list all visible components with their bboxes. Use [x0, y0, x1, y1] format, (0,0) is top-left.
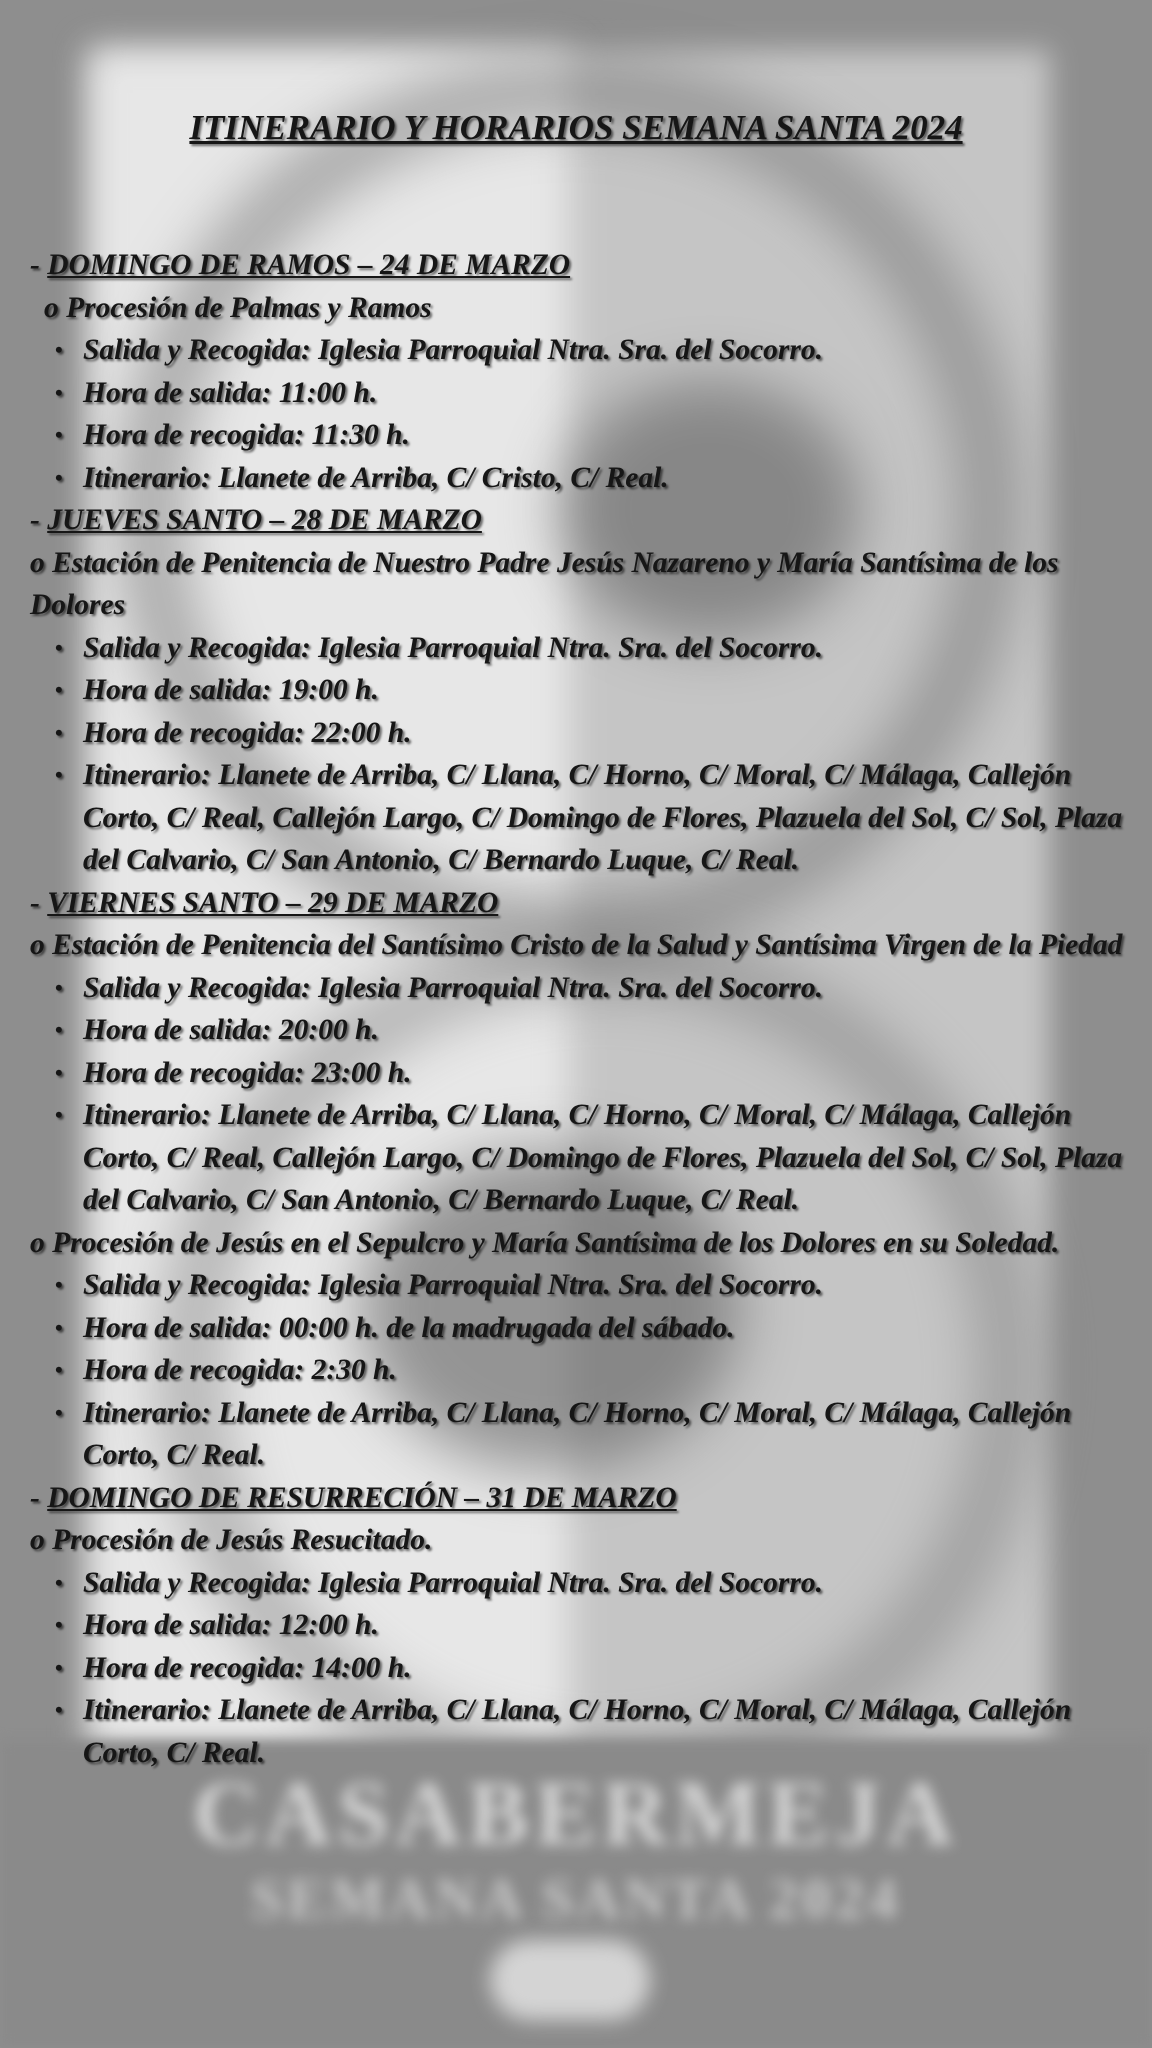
day-section — [30, 499, 1145, 882]
detail-item: • Itinerario: Llanete de Arriba, C/ Llana, C/ Horno, C/ Moral, C/ Málaga, Callejón Corto, C/ Real. — [83, 1392, 1145, 1477]
day-section — [30, 882, 1145, 1477]
detail-item: • Hora de recogida: 22:00 h. — [83, 712, 1145, 755]
detail-item: • Hora de salida: 11:00 h. — [83, 372, 1145, 415]
poster-footer-title: CASABERMEJA — [192, 1762, 960, 1864]
detail-item: • Hora de salida: 20:00 h. — [83, 1009, 1145, 1052]
day-dash: - — [30, 504, 40, 536]
procession-title: o Procesión de Jesús en el Sepulcro y María Santísima de los Dolores en su Soledad. — [30, 1226, 1060, 1259]
detail-item: • Salida y Recogida: Iglesia Parroquial Ntra. Sra. del Socorro. — [83, 627, 1145, 670]
day-heading-line — [30, 499, 1145, 542]
detail-item: • Hora de recogida: 14:00 h. — [83, 1647, 1145, 1690]
day-dash: - — [30, 249, 40, 281]
procession-title: o Procesión de Palmas y Ramos — [44, 291, 432, 324]
detail-item: • Itinerario: Llanete de Arriba, C/ Cristo, C/ Real. — [83, 457, 1145, 500]
procession-title: o Estación de Penitencia del Santísimo Cristo de la Salud y Santísima Virgen de la Piedad — [30, 929, 1123, 961]
detail-item: • Salida y Recogida: Iglesia Parroquial Ntra. Sra. del Socorro. — [83, 967, 1145, 1010]
day-section — [30, 244, 1145, 499]
day-heading: DOMINGO DE RAMOS – 24 DE MARZO — [47, 249, 571, 281]
detail-item: • Hora de salida: 00:00 h. de la madrugada del sábado. — [83, 1307, 1145, 1350]
procession-title: o Estación de Penitencia de Nuestro Padre Jesús Nazareno y María Santísima de los Dolores — [30, 546, 1059, 621]
detail-item: • Hora de salida: 12:00 h. — [83, 1604, 1145, 1647]
procession-details — [30, 329, 1145, 499]
poster-footer-logo — [490, 1940, 650, 2020]
day-dash: - — [30, 1481, 40, 1514]
page-title: ITINERARIO Y HORARIOS SEMANA SANTA 2024 — [189, 108, 963, 147]
detail-item: • Hora de recogida: 2:30 h. — [83, 1349, 1145, 1392]
day-heading-line — [30, 882, 1145, 925]
day-heading-line — [30, 244, 1145, 287]
procession-details — [30, 1562, 1145, 1775]
detail-item: • Hora de salida: 19:00 h. — [83, 669, 1145, 712]
detail-item: • Salida y Recogida: Iglesia Parroquial Ntra. Sra. del Socorro. — [83, 1562, 1145, 1605]
detail-item: • Itinerario: Llanete de Arriba, C/ Llana, C/ Horno, C/ Moral, C/ Málaga, Callejón Corto, C/ Real, Callejón Largo, C/ Domingo de Flores, Plazuela del Sol, C/ Sol, Plaza del Calvario, C/ San Antonio, C/ Bernardo Luque, C/ Real. — [83, 1094, 1145, 1222]
schedule — [30, 244, 1145, 1774]
day-heading: VIERNES SANTO – 29 DE MARZO — [47, 886, 499, 919]
detail-item: • Hora de recogida: 11:30 h. — [83, 414, 1145, 457]
procession-details — [30, 627, 1145, 882]
day-heading: DOMINGO DE RESURRECIÓN – 31 DE MARZO — [47, 1481, 677, 1514]
detail-item: • Itinerario: Llanete de Arriba, C/ Llana, C/ Horno, C/ Moral, C/ Málaga, Callejón Corto, C/ Real, Callejón Largo, C/ Domingo de Flores, Plazuela del Sol, C/ Sol, Plaza del Calvario, C/ San Antonio, C/ Bernardo Luque, C/ Real. — [83, 754, 1145, 882]
procession-details — [30, 1264, 1145, 1477]
detail-item: • Itinerario: Llanete de Arriba, C/ Llana, C/ Horno, C/ Moral, C/ Málaga, Callejón Corto, C/ Real. — [83, 1689, 1145, 1774]
day-heading-line — [30, 1477, 1145, 1520]
detail-item: • Salida y Recogida: Iglesia Parroquial Ntra. Sra. del Socorro. — [83, 329, 1145, 372]
poster-footer-subtitle: SEMANA SANTA 2024 — [250, 1866, 902, 1931]
detail-item: • Salida y Recogida: Iglesia Parroquial Ntra. Sra. del Socorro. — [83, 1264, 1145, 1307]
procession-details — [30, 967, 1145, 1222]
day-dash: - — [30, 886, 40, 919]
procession-title: o Procesión de Jesús Resucitado. — [30, 1524, 433, 1556]
day-section — [30, 1477, 1145, 1775]
detail-item: • Hora de recogida: 23:00 h. — [83, 1052, 1145, 1095]
day-heading: JUEVES SANTO – 28 DE MARZO — [47, 504, 482, 536]
